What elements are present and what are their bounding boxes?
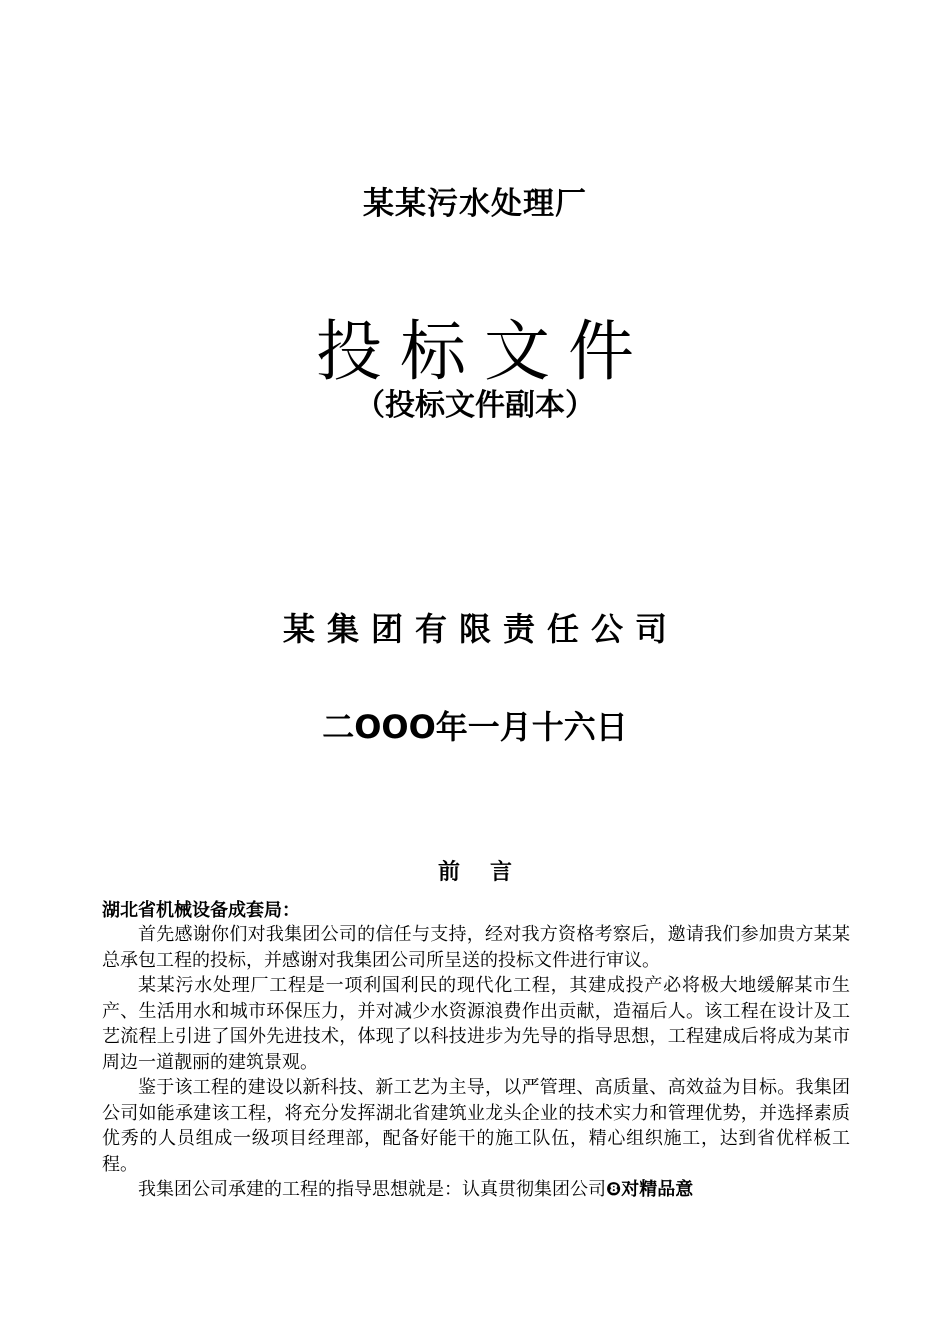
preface-paragraph: 某某污水处理厂工程是一项利国利民的现代化工程，其建成投产必将极大地缓解某市生产、生活用水和城市环保压力，并对减少水资源浪费作出贡献，造福后人。该工程在设计及工艺流程上引进了国外先进技术，体现了以科技进步为先导的指导思想，工程建成后将成为某市周边一道靓丽的建筑景观。: [102, 975, 850, 1073]
document-subtitle: （投标文件副本）: [355, 388, 595, 423]
company-name: 某集团有限责任公司: [282, 610, 679, 648]
preface-paragraph-last: [102, 1177, 850, 1203]
document-date: 二OOO年一月十六日: [322, 708, 628, 746]
preface-last-paragraph-tail: ❽对精品意: [606, 1179, 694, 1200]
preface-last-paragraph-start: 我集团公司承建的工程的指导思想就是：认真贯彻集团公司: [138, 1179, 606, 1200]
preface-paragraph: 鉴于该工程的建设以新科技、新工艺为主导，以严管理、高质量、高效益为目标。我集团公司如能承建该工程，将充分发挥湖北省建筑业龙头企业的技术实力和管理优势，并选择素质优秀的人员组成一级项目经理部，配备好能干的施工队伍，精心组织施工，达到省优样板工程。: [102, 1077, 850, 1175]
document-title: 投标文件: [316, 313, 652, 390]
project-name: 某某污水处理厂: [363, 186, 587, 222]
preface-salutation: 湖北省机械设备成套局：: [102, 900, 300, 921]
preface-paragraph: 首先感谢你们对我集团公司的信任与支持，经对我方资格考察后，邀请我们参加贵方某某总承包工程的投标，并感谢对我集团公司所呈送的投标文件进行审议。: [102, 924, 850, 971]
preface-body: [102, 922, 850, 1203]
preface-heading: 前言: [437, 860, 542, 885]
